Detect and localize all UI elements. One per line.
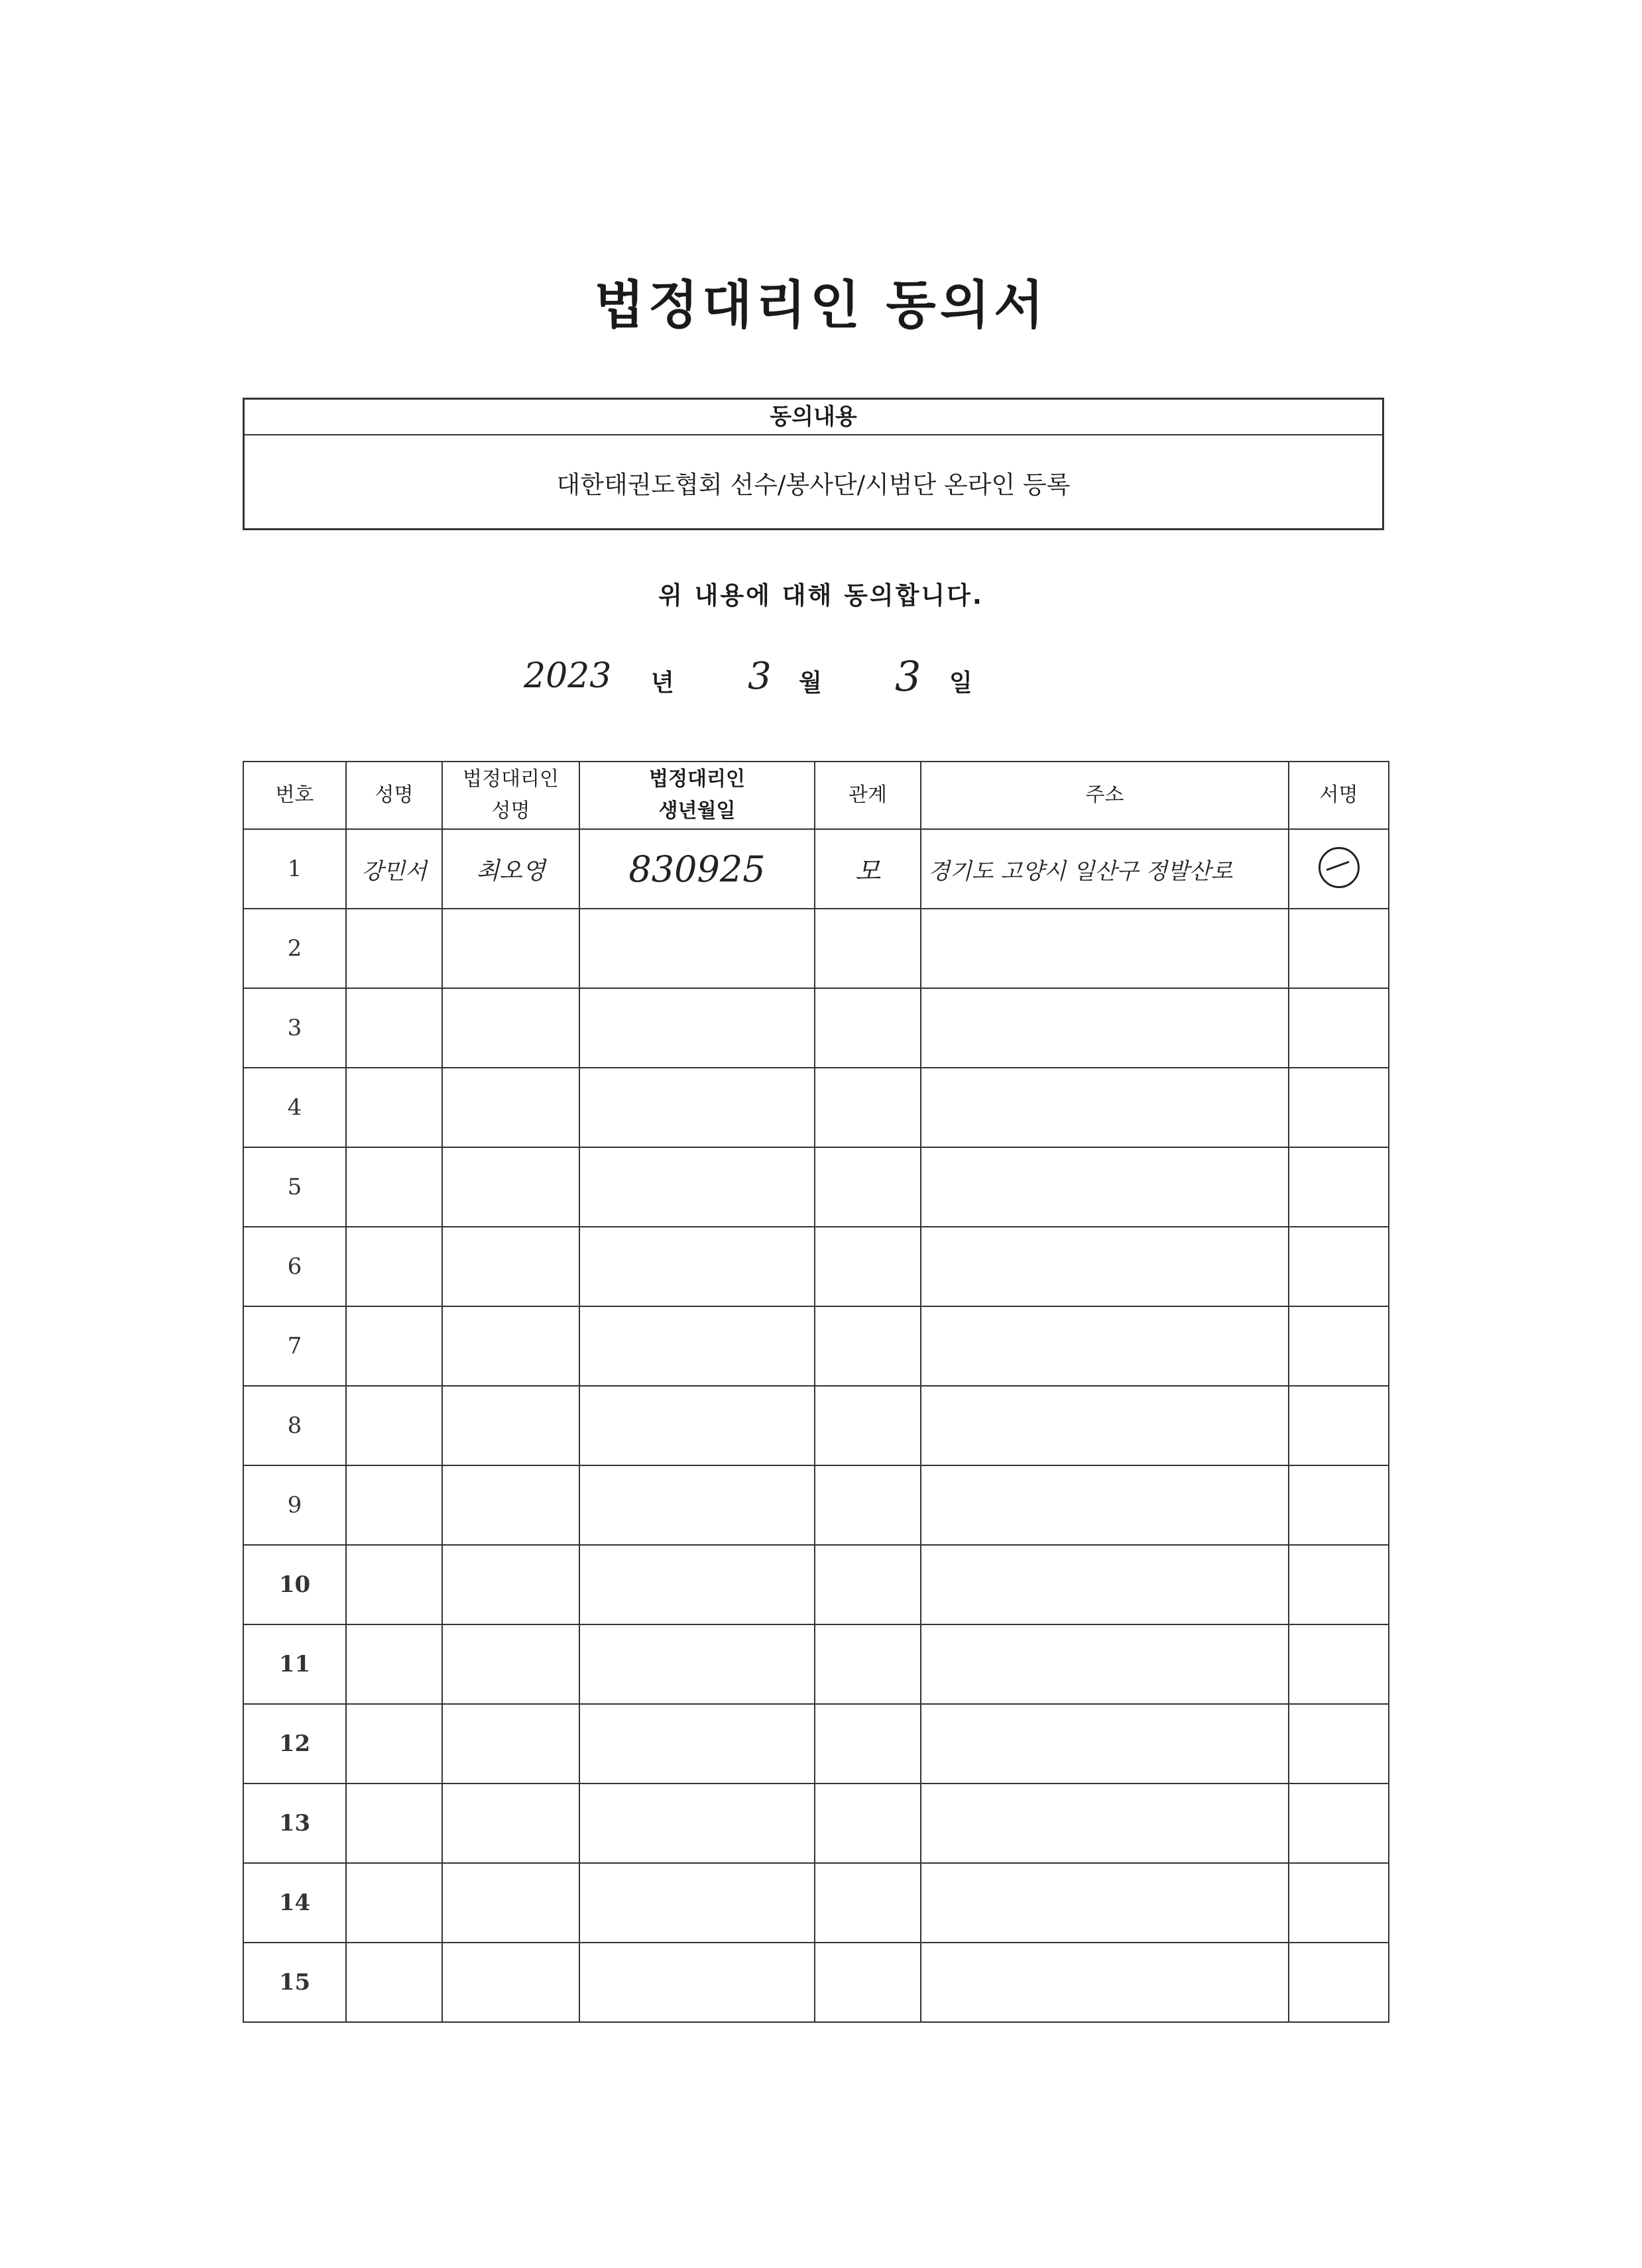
table-row <box>243 1147 1389 1227</box>
header-guardian-birth-line2: 생년월일 <box>658 799 736 822</box>
consent-content-box <box>243 398 1384 530</box>
header-guardian-birth-line1: 법정대리인 <box>649 767 745 791</box>
table-row <box>243 1386 1389 1465</box>
date-year-unit: 년 <box>651 669 674 697</box>
header-guardian-name-line1: 법정대리인 <box>463 767 559 791</box>
consent-text: 대한태권도협회 선수/봉사단/시범단 온라인 등록 <box>556 471 1071 499</box>
guardian-table <box>243 761 1388 2004</box>
row-number: 4 <box>243 1068 346 1147</box>
header-guardian-birth <box>579 762 815 829</box>
table-row <box>243 1624 1389 1704</box>
row-number: 12 <box>243 1704 346 1784</box>
table-row <box>243 988 1389 1068</box>
table-row <box>243 1465 1389 1545</box>
table-row <box>243 1227 1389 1306</box>
header-no: 번호 <box>243 762 346 829</box>
header-relation: 관계 <box>815 762 921 829</box>
table-header-row <box>243 762 1389 829</box>
table-row <box>243 1306 1389 1386</box>
date-day-handwritten: 3 <box>895 652 921 701</box>
table-row <box>243 1943 1389 2022</box>
row-number: 11 <box>243 1624 346 1704</box>
guardian-birth-cell: 830925 <box>579 829 815 909</box>
header-name: 성명 <box>346 762 442 829</box>
table-row <box>243 1545 1389 1624</box>
table-row <box>243 1704 1389 1784</box>
row-number: 14 <box>243 1863 346 1943</box>
header-guardian-name <box>442 762 579 829</box>
document-title: 법정대리인 동의서 <box>594 276 1048 335</box>
consent-header: 동의내용 <box>245 400 1382 435</box>
row-number: 15 <box>243 1943 346 2022</box>
row-number: 5 <box>243 1147 346 1227</box>
table-row <box>243 1068 1389 1147</box>
signature-cell <box>1289 829 1389 909</box>
row-number: 9 <box>243 1465 346 1545</box>
relation-cell: 모 <box>815 829 921 909</box>
table-row <box>243 1863 1389 1943</box>
agreement-statement: 위 내용에 대해 동의합니다. <box>658 581 984 610</box>
header-guardian-name-line2: 성명 <box>491 799 530 822</box>
signature-mark <box>1319 847 1360 888</box>
date-day-unit: 일 <box>949 669 972 697</box>
date-month-unit: 월 <box>799 669 822 697</box>
address-cell: 경기도 고양시 일산구 정발산로 <box>921 829 1289 909</box>
header-address: 주소 <box>921 762 1289 829</box>
row-number: 7 <box>243 1306 346 1386</box>
row-number: 3 <box>243 988 346 1068</box>
table-row <box>243 1784 1389 1863</box>
header-signature: 서명 <box>1289 762 1389 829</box>
date-year-handwritten: 2023 <box>524 656 612 696</box>
row-number: 8 <box>243 1386 346 1465</box>
minor-name-cell: 강민서 <box>346 829 442 909</box>
row-number: 2 <box>243 909 346 988</box>
row-number: 6 <box>243 1227 346 1306</box>
guardian-name-cell: 최오영 <box>442 829 579 909</box>
table-row <box>243 829 1389 909</box>
table-row <box>243 909 1389 988</box>
row-number: 13 <box>243 1784 346 1863</box>
date-month-handwritten: 3 <box>748 655 772 698</box>
row-number: 10 <box>243 1545 346 1624</box>
row-number: 1 <box>243 829 346 909</box>
